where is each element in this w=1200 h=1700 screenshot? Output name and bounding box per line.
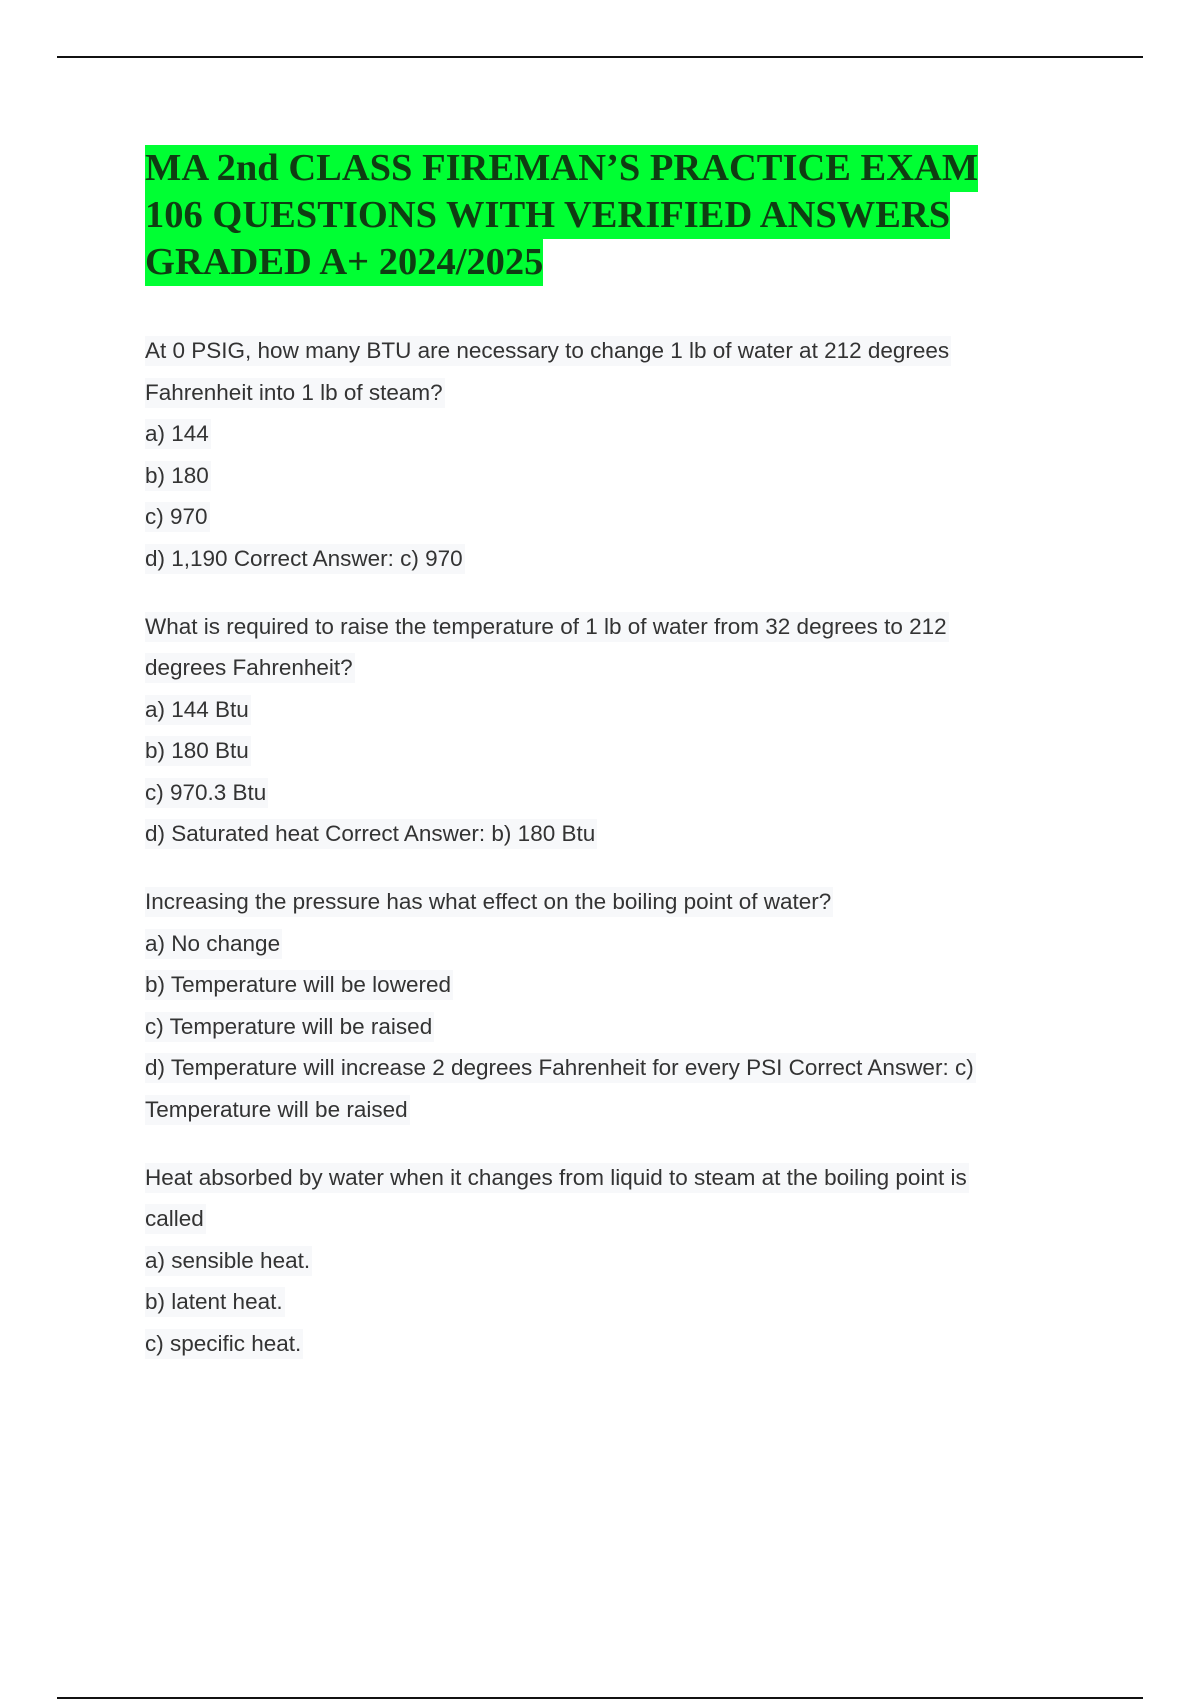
answer-option: a) 144 Btu [145,695,251,725]
bottom-rule [57,1697,1143,1699]
answer-option: c) 970.3 Btu [145,778,268,808]
question-text: degrees Fahrenheit? [145,653,355,683]
answer-option: b) 180 Btu [145,736,251,766]
question-4 [145,1163,1075,1359]
answer-option: c) Temperature will be raised [145,1012,434,1042]
top-rule [57,56,1143,58]
question-text: Fahrenheit into 1 lb of steam? [145,378,445,408]
answer-option: b) 180 [145,461,211,491]
question-3 [145,887,1075,1125]
answer-option: b) latent heat. [145,1287,285,1317]
question-text: What is required to raise the temperature of 1 lb of water from 32 degrees to 212 [145,612,949,642]
title-line: GRADED A+ 2024/2025 [145,239,543,286]
answer-option: d) Saturated heat Correct Answer: b) 180 Btu [145,819,597,849]
question-text: called [145,1204,206,1234]
answer-option: d) Temperature will increase 2 degrees Fahrenheit for every PSI Correct Answer: c) [145,1053,976,1083]
question-text: Increasing the pressure has what effect on the boiling point of water? [145,887,833,917]
question-1 [145,336,1075,574]
answer-option: Temperature will be raised [145,1095,410,1125]
question-text: At 0 PSIG, how many BTU are necessary to change 1 lb of water at 212 degrees [145,336,951,366]
answer-option: c) 970 [145,502,210,532]
title-line: 106 QUESTIONS WITH VERIFIED ANSWERS [145,192,950,239]
answer-option: c) specific heat. [145,1329,303,1359]
answer-option: a) No change [145,929,282,959]
question-2 [145,612,1075,850]
answer-option: b) Temperature will be lowered [145,970,453,1000]
question-list [145,336,1075,1397]
document-title [145,145,1045,286]
title-line: MA 2nd CLASS FIREMAN’S PRACTICE EXAM [145,145,978,192]
answer-option: a) 144 [145,419,211,449]
answer-option: d) 1,190 Correct Answer: c) 970 [145,544,465,574]
answer-option: a) sensible heat. [145,1246,312,1276]
question-text: Heat absorbed by water when it changes from liquid to steam at the boiling point is [145,1163,969,1193]
